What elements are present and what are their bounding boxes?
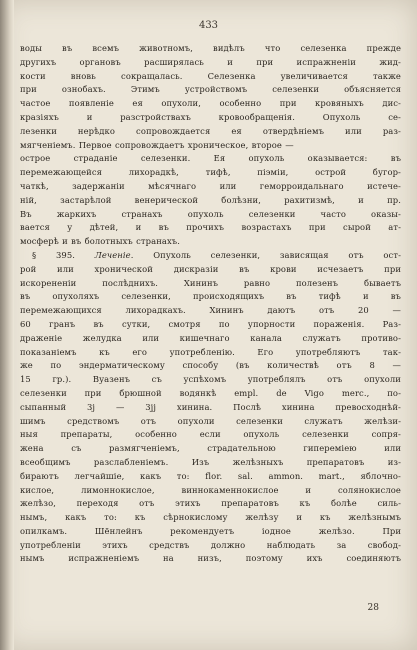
text-line: чаткѣ, задержаніи мѣсячнаго или геморроидальнаго истече-	[20, 180, 401, 191]
text-line: искорененіи послѣднихъ. Хининъ равно полезенъ бываетъ	[20, 277, 401, 288]
text-line: 15 гр.). Вуазенъ съ успѣхомъ употреблялъ отъ опухоли	[20, 374, 401, 385]
text-line: ній, застарѣлой венерической болѣзни, рахитизмѣ, и пр.	[20, 194, 401, 205]
text-line: кислое, лимоннокислое, виннокаменнокислое и солянокислое	[20, 484, 401, 495]
body-text	[20, 42, 401, 566]
text-line: желѣзо, переходя отъ этихъ препаратовъ къ болѣе силь-	[20, 498, 401, 509]
text-line: мягченіемъ. Первое сопровождаетъ хроническое, второе —	[20, 139, 294, 150]
text-line: перемежающейся лихорадкѣ, тифѣ, піэміи, острой бугор-	[20, 167, 401, 178]
text-line: нымъ испражненіемъ на низъ, поэтому ихъ соединяютъ	[20, 553, 401, 564]
text-line: бираютъ легчайшіе, какъ то: flor. sal. ammon. mart., яблочно-	[20, 470, 401, 481]
text-line: при ознобахъ. Этимъ устройствомъ селезенки объясняется	[20, 84, 401, 95]
text-line: лезенки нерѣдко сопровождается ея отвердѣніемъ или раз-	[20, 125, 401, 136]
text-line: кости вновь сокращалась. Селезенка увеличивается также	[20, 70, 401, 81]
text-line: драженіе желудка или кишечнаго канала служатъ противо-	[20, 332, 401, 343]
text-line: вается у дѣтей, и въ прочихъ возрастахъ при сырой ат-	[20, 222, 401, 233]
text-line: частое появленіе ея опухоли, особенно при кровяныхъ дис-	[20, 98, 401, 109]
text-line: употребленіи этихъ средствъ должно наблюдать за свобод-	[20, 539, 401, 550]
text-line: всеобщимъ разслабленіемъ. Изъ желѣзныхъ препаратовъ из-	[20, 456, 401, 467]
text-line: сыпанный 3j — 3jj хинина. Послѣ хинина превосходнѣй-	[20, 401, 401, 412]
text-line: перемежающихся лихорадкахъ. Хининъ даютъ отъ 20 —	[20, 305, 401, 316]
printer-signature-mark: 28	[367, 603, 379, 613]
text-line: же по эндерматическому способу (въ количествѣ отъ 8 —	[20, 360, 401, 371]
text-line: другихъ органовъ расширялась и при испражненіи жид-	[20, 56, 401, 67]
text-line: кразіяхъ и разстройствахъ кровообращенія. Опухоль се-	[20, 111, 401, 122]
text-line: въ опухоляхъ селезенки, происходящихъ въ тифѣ и въ	[20, 291, 401, 302]
text-line: воды въ всемъ животномъ, видѣлъ что селезенка прежде	[20, 43, 401, 53]
text-line: ныя препараты, особенно если опухоль селезенки сопря-	[20, 429, 401, 440]
text-line: опилкамъ. Шёнлейнъ рекомендуетъ іодное желѣзо. При	[20, 525, 401, 536]
text-line: нымъ, какъ то: къ сѣрнокислому желѣзу и къ желѣзнымъ	[20, 512, 401, 523]
page-binding-edge	[0, 0, 14, 650]
text-line: селезенки при брюшной водянкѣ empl. de Vigo merc., по-	[20, 387, 401, 398]
text-line: шимъ средствомъ отъ опухоли селезенки служатъ желѣзи-	[20, 415, 401, 426]
text-line: 60 гранъ въ сутки, смотря по упорности пораженія. Раз-	[20, 318, 401, 329]
text-line: рой или хронической дискразіи въ крови исчезаетъ при	[20, 263, 401, 274]
text-line: показаніемъ къ его употребленію. Его употребляютъ так-	[20, 346, 401, 357]
text-line: § 395. Леченіе. Опухоль селезенки, зависящая отъ ост-	[32, 249, 401, 260]
section-heading-italic: Леченіе	[94, 249, 131, 260]
text-line: острое страданіе селезенки. Ея опухоль оказывается: въ	[20, 153, 401, 164]
page-number: 433	[198, 20, 219, 31]
text-line: Въ жаркихъ странахъ опухоль селезенки часто оказы-	[20, 208, 401, 219]
text-line: жена съ размягченіемъ, страдательною гипереміею или	[20, 443, 401, 454]
text-line: мосферѣ и въ болотныхъ странахъ.	[20, 236, 180, 247]
